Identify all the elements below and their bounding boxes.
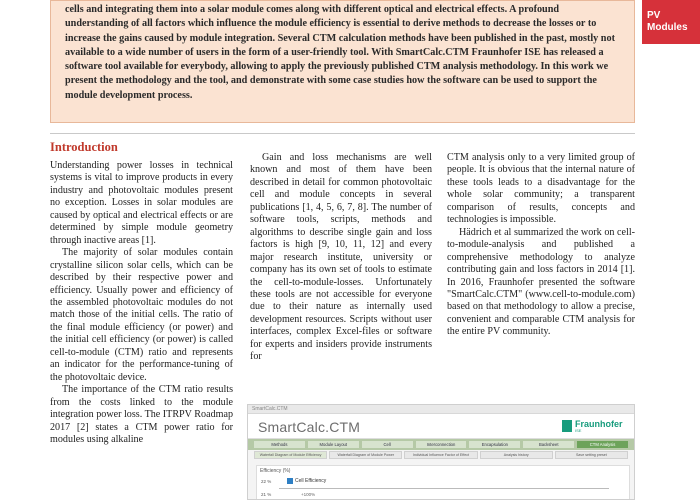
paragraph: CTM analysis only to a very limited group of people. It is obvious that the internal nature of these tools leads to a disadvantage for the whole solar community; a transparent comparison of results, concepts and technologies is impossible. (447, 152, 635, 226)
fraunhofer-logo (562, 418, 628, 434)
abstract-box (50, 0, 635, 123)
figure-nav-item[interactable]: Module Layout (308, 441, 359, 448)
figure-panel-title: Efficiency (%) (260, 468, 291, 474)
fraunhofer-logo-sub: ISE (575, 428, 582, 433)
figure-percent-label: +100% (301, 492, 316, 497)
paragraph: Understanding power losses in technical systems is vital to improve products in every industry and photovoltaic modules present no exception. Losses in solar modules are caused by optical and electrical effects or are determined by simple module geometry through inactive areas [1]. (50, 160, 233, 246)
abstract-text: cells and integrating them into a solar module comes along with different optical and electrical effects. A profound understanding of all factors which influence the module efficiency is essential to derive methods to decrease the losses or to increase the gains caused by module integration. Several CTM calculation methods have been published in the past, mostly not available to a wide number of users in the form of a user-friendly tool. With SmartCalc.CTM Fraunhofer ISE has released a software tool available for everybody, allowing to apply the previously published CTM analysis methodology. In this work we present the methodology and the tool, and demonstrate with some case studies how the software can be used to support the module development process. (65, 4, 615, 101)
figure-app-title: SmartCalc.CTM (258, 419, 361, 435)
figure-nav-item[interactable]: Backsheet (523, 441, 574, 448)
paragraph: The majority of solar modules contain crystalline silicon solar cells, which can be described by their respective power and efficiency. Usually power and efficiency of the assembled photovoltaic modules do not match those of the initial cells. The ratio of the final module efficiency (or power) and the initial cell efficiency (or power) is called cell-to-module (CTM) ratio and represents an indicator for the performance-tuning of the photovoltaic device. (50, 247, 233, 383)
paragraph: Gain and loss mechanisms are well known and most of them have been described in detail for common photovoltaic cell and module concepts in several publications [1, 4, 5, 6, 7, 8]. The number of software tools, scripts, methods and algorithms to describe single gain and loss factors is high [9, 10, 11, 12] and every major research institute, university or company has its own set of tools to estimate the cell-to-module-losses. Unfortunately these tools are not accessible for everyone due to their nature as internally used development resources. Scripts without user interfaces, complex Excel-files or software for experts and insiders provide instruments for (250, 152, 432, 363)
column-3 (447, 152, 635, 339)
figure-nav-item[interactable]: Cell (362, 441, 413, 448)
section-tag-line1: PV (647, 10, 661, 21)
figure-subtab[interactable]: Save setting preset (555, 451, 628, 459)
section-tag (642, 0, 700, 44)
figure-subtab[interactable]: Waterfall Diagram of Module Power (329, 451, 402, 459)
figure-subtab[interactable]: Analysis history (480, 451, 553, 459)
figure-window-caption: SmartCalc.CTM (248, 405, 634, 414)
figure-nav-item[interactable]: Encapsulation (469, 441, 520, 448)
figure-app-header (248, 414, 634, 439)
figure-subtabs (248, 450, 634, 459)
figure-nav-item-active[interactable]: CTM Analysis (577, 441, 628, 448)
section-tag-line2: Modules (647, 22, 688, 33)
figure-axis-line (279, 488, 609, 489)
software-screenshot-figure (247, 404, 635, 500)
paragraph: Hädrich et al summarized the work on cell-to-module-analysis and published a comprehensive methodology to analyze contributing gain and loss factors in 2014 [1]. In 2016, Fraunhofer presented the software "SmartCalc.CTM" (www.cell-to-module.com) based on that methodology to allow a precise, convenient and comparable CTM analysis for the entire PV community. (447, 226, 635, 338)
column-1 (50, 140, 233, 446)
fraunhofer-logo-icon (562, 420, 572, 432)
figure-legend-label: Cell Efficiency (295, 478, 327, 484)
figure-axis-label: 22 % (261, 479, 272, 484)
figure-subtab[interactable]: Individual Influence Factor of Effect (404, 451, 477, 459)
figure-nav-bar (248, 439, 634, 450)
figure-nav-item[interactable]: Interconnection (416, 441, 467, 448)
divider (50, 133, 635, 134)
figure-subtab-active[interactable]: Waterfall Diagram of Module Efficiency (254, 451, 327, 459)
paragraph: The importance of the CTM ratio results from the costs linked to the module integration power loss. The ITRPV Roadmap 2017 [2] states a CTM power ratio for modules using alkaline (50, 384, 233, 445)
figure-nav-item[interactable]: Methods (254, 441, 305, 448)
figure-legend-marker (287, 478, 293, 484)
figure-axis-label: 21 % (261, 492, 272, 497)
fraunhofer-logo-text: Fraunhofer (575, 419, 623, 429)
column-2 (250, 152, 432, 364)
section-title: Introduction (50, 140, 118, 154)
figure-chart-panel (256, 465, 630, 500)
